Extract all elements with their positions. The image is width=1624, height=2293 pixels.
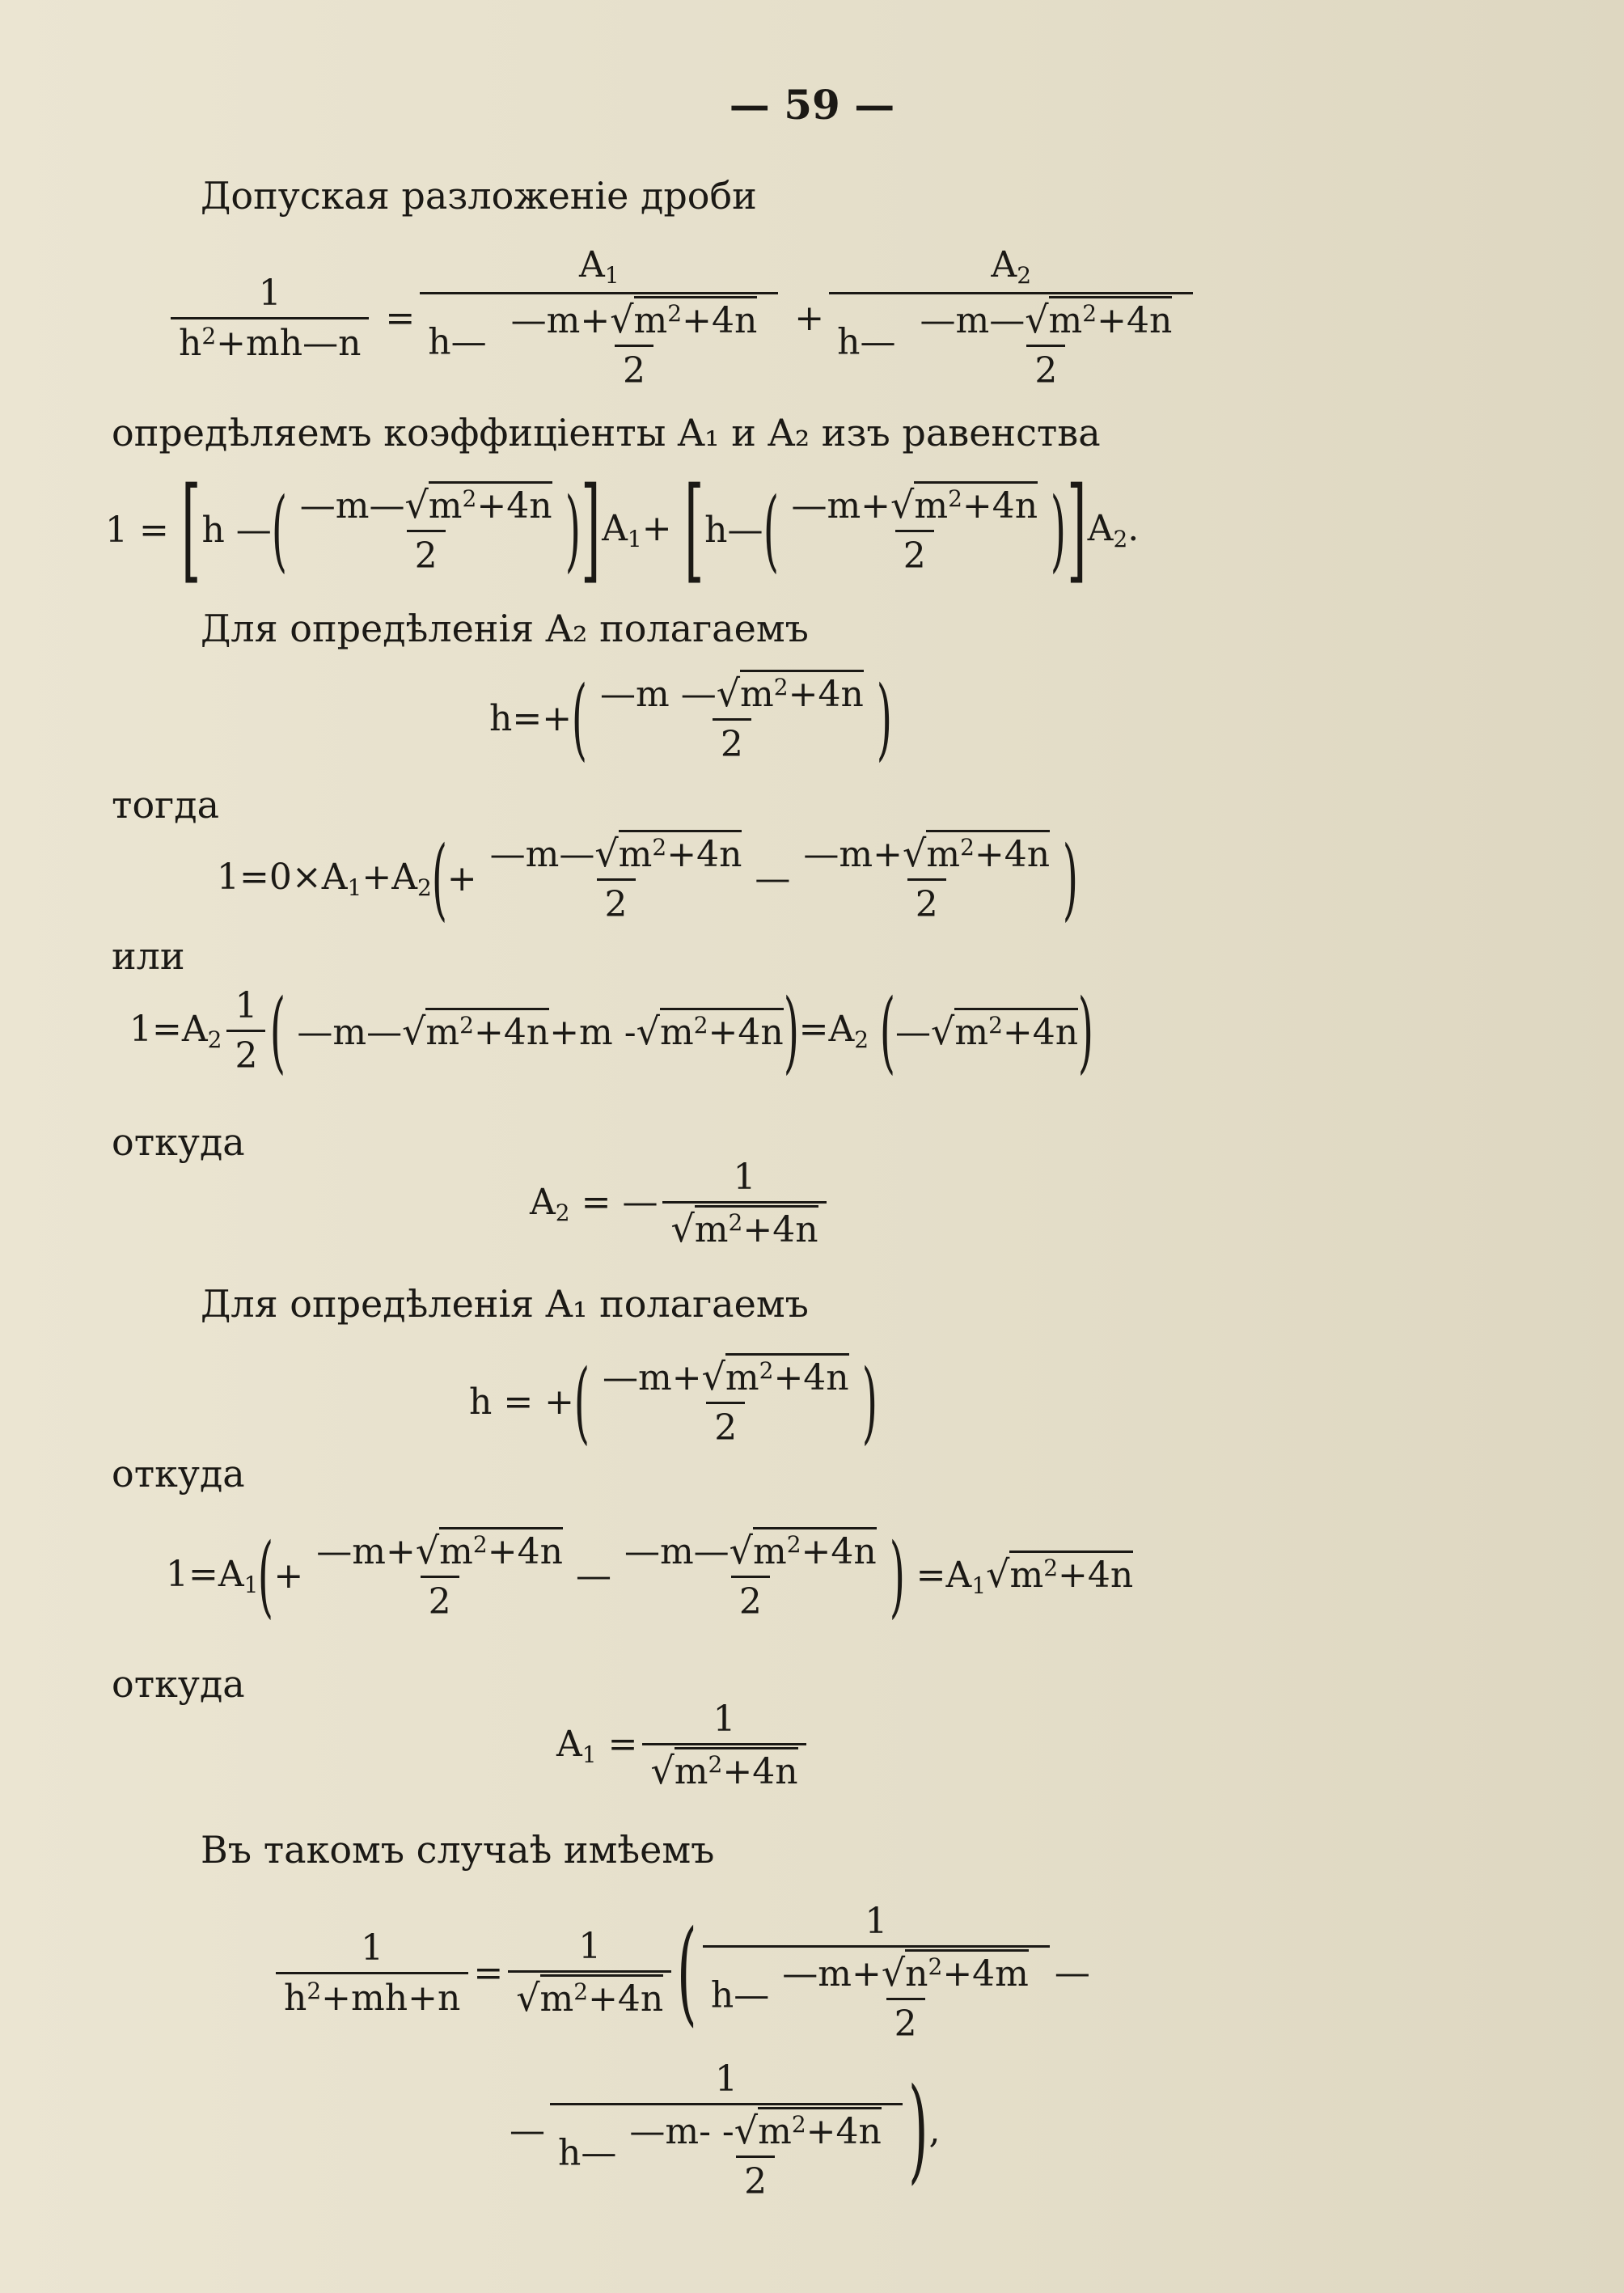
- equation-8: $1=A_1$ ( + $\frac{—m+√m^2+4n}{2}$ — $—m—√m^2+4n$ 2 ) $=A_1√m^2+4n$: [166, 1524, 1134, 1627]
- paragraph-9: откуда: [112, 1662, 245, 1706]
- equation-3: h=+ ( —m $—√m^2+4n$ 2 ): [489, 666, 892, 770]
- paragraph-1: Допуская разложеніе дроби: [201, 174, 757, 218]
- page-number: — 59 —: [729, 81, 895, 129]
- equation-2: 1 = [ h — ( $—m—√m^2+4n$ 2 ) ] $A_1+$ [ h— ( $—m+√m^2+4n$ 2 ) ] $A_2$.: [105, 463, 1140, 595]
- equation-4: $1=0\times A_1+A_2$ ( + $\frac{—m—√m^2+4n}{2}$ — $—m+√m^2+4n$ 2 ): [217, 827, 1079, 930]
- paragraph-7: Для опредѣленія A₁ полагаемъ: [201, 1282, 809, 1326]
- paragraph-5: или: [112, 934, 185, 978]
- equation-1: $\frac{1}{h^2+mh—n}$ = $A_1$ h— $\frac{—m+√m^2+4n}{2}$ + $A_2$ h— $\frac{—m—√m^2+4n}{2}$: [166, 244, 1198, 391]
- equation-5: $1=A_2$ 1 2 ( $—m—√m^2+4n+m$ $-√m^2+4n$ ) $=A_2$ ( $—√m^2+4n$ ): [129, 979, 1094, 1083]
- equation-6: $A_2$ = — 1 $√m^2+4n$: [530, 1157, 831, 1250]
- paragraph-8: откуда: [112, 1452, 245, 1496]
- paragraph-4: тогда: [112, 783, 219, 827]
- equation-10: $\frac{1}{h^2+mh+n}$ = $\frac{1}{√m^2+4n}$ ( 1 h— $\frac{—m+√n^2+4m}{2}$ —: [271, 1901, 1090, 2045]
- paragraph-3: Для опредѣленія A₂ полагаемъ: [201, 607, 809, 650]
- equation-7: h = + ( $—m+√m^2+4n$ 2 ): [469, 1350, 878, 1453]
- paragraph-2: опредѣляемъ коэффиціенты A₁ и A₂ изъ равенства: [112, 411, 1101, 455]
- paragraph-6: откуда: [112, 1120, 245, 1164]
- equation-11: — 1 h— $\frac{—m- -√m^2+4n}{2}$ ) ,: [510, 2058, 941, 2202]
- paragraph-10: Въ такомъ случаѣ имѣемъ: [201, 1828, 715, 1872]
- equation-9: $A_1$ = $\frac{1}{√m^2+4n}$: [556, 1699, 811, 1792]
